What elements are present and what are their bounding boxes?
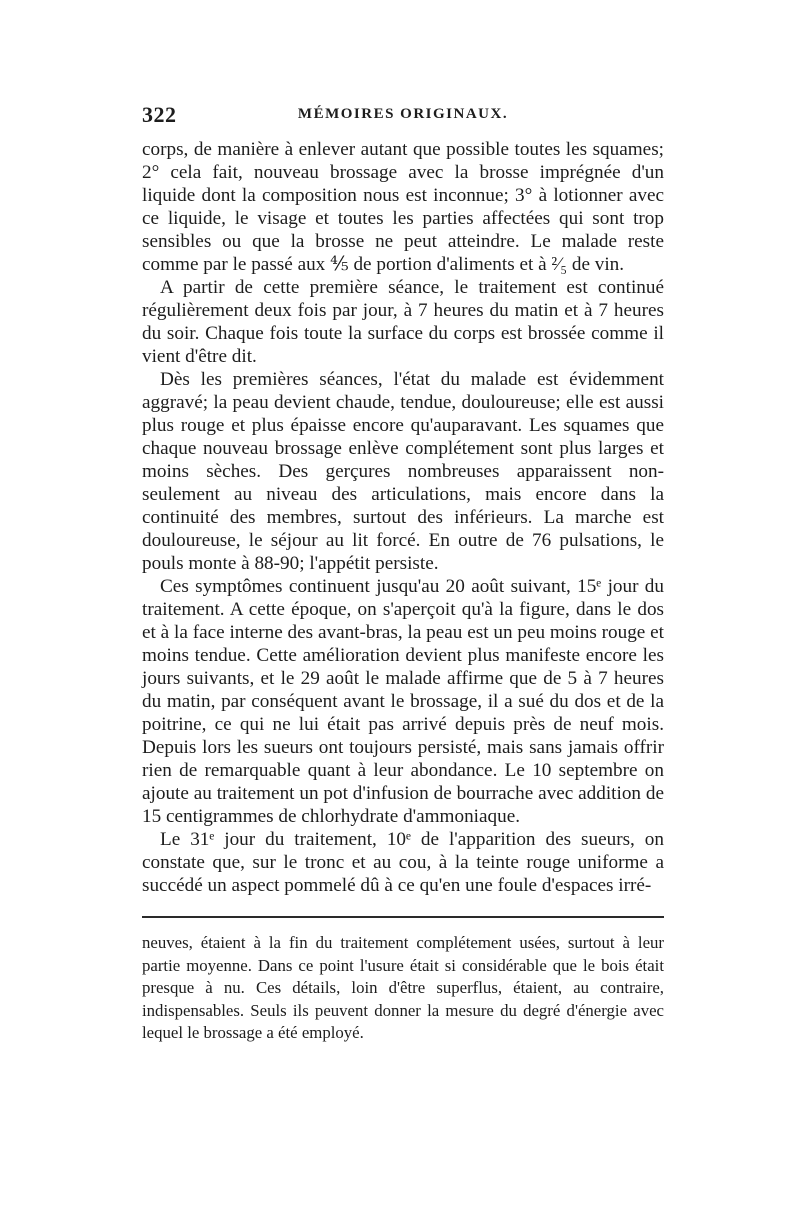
- paragraph-4: Ces symptômes continuent jusqu'au 20 août suivant, 15ᵉ jour du traitement. A cette époque, on s'aperçoit qu'à la figure, dans le dos et à la face interne des avant-bras, la peau est un peu moins rouge et moins tendue. Cette amélioration devient plus manifeste encore les jours suivants, et le 29 août le malade affirme que de 5 à 7 heures du matin, par conséquent avant le brossage, il a sué du dos et de la poitrine, ce qui ne lui était pas arrivé depuis près de neuf mois. Depuis lors les sueurs ont toujours persisté, mais sans jamais offrir rien de remarquable quant à leur abondance. Le 10 septembre on ajoute au traitement un pot d'infusion de bourrache avec addition de 15 centigrammes de chlorhydrate d'ammoniaque.: [142, 576, 664, 827]
- paragraph-5: Le 31ᵉ jour du traitement, 10ᵉ de l'apparition des sueurs, on constate que, sur le tronc et au cou, à la teinte rouge uniforme a succédé un aspect pommelé dû à ce qu'en une foule d'espaces irré-: [142, 829, 664, 896]
- footnote-text: neuves, étaient à la fin du traitement complétement usées, surtout à leur partie moyenne. Dans ce point l'usure était si considérable que le bois était presque à nu. Ces détails, loin d'être superflus, étaient, au contraire, indispensables. Seuls ils peuvent donner la mesure du degré d'énergie avec lequel le brossage a été employé.: [142, 933, 664, 1042]
- paragraph-2: A partir de cette première séance, le traitement est continué régulièrement deux fois par jour, à 7 heures du matin et à 7 heures du soir. Chaque fois toute la surface du corps est brossée comme il vient d'être dit.: [142, 277, 664, 367]
- paragraph-1: corps, de manière à enlever autant que possible toutes les squames; 2° cela fait, nouveau brossage avec la brosse imprégnée d'un liquide dont la composition nous est inconnue; 3° à lotionner avec ce liquide, le visage et toutes les parties affectées qui sont trop sensibles ou que la brosse ne peut atteindre. Le malade reste comme par le passé aux ⅘ de portion d'aliments et à ²⁄₅ de vin.: [142, 139, 664, 275]
- running-title: MÉMOIRES ORIGINAUX.: [297, 106, 509, 122]
- footnote-divider: [142, 916, 664, 918]
- paragraph-3: Dès les premières séances, l'état du malade est évidemment aggravé; la peau devient chaude, tendue, douloureuse; elle est aussi plus rouge et plus épaisse encore qu'auparavant. Les squames que chaque nouveau brossage enlève complétement sont plus larges et moins sèches. Des gerçures nombreuses apparaissent non-seulement au niveau des articulations, mais encore dans la continuité des membres, surtout des inférieurs. La marche est douloureuse, le séjour au lit forcé. En outre de 76 pulsations, le pouls monte à 88-90; l'appétit persiste.: [142, 369, 664, 574]
- page-header: [142, 100, 664, 130]
- main-text: [142, 138, 664, 897]
- page-number: 322: [142, 102, 177, 127]
- footnote: [142, 932, 664, 1045]
